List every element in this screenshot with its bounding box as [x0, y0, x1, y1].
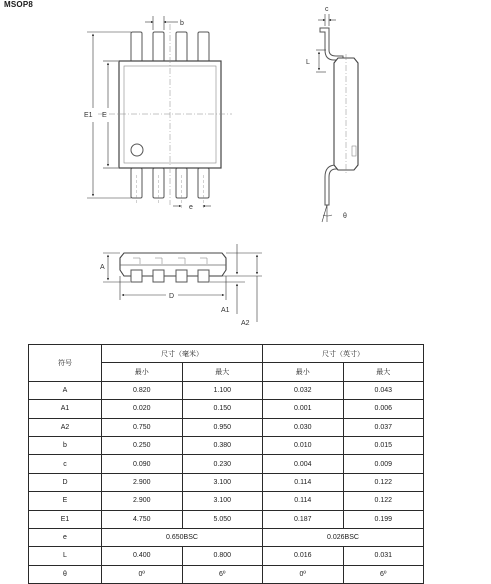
cell-in-min: 0.114 [263, 492, 344, 510]
dim-c [318, 14, 336, 26]
table-row [29, 492, 424, 510]
cell-symbol: D [29, 473, 102, 491]
cell-mm-min: 0.750 [102, 418, 183, 436]
cell-mm-max: 0.950 [182, 418, 263, 436]
cell-in-min: 0.114 [263, 473, 344, 491]
table-row [29, 565, 424, 583]
header-mm-max: 最大 [182, 363, 263, 381]
cell-in-max: 0.006 [343, 400, 424, 418]
cell-mm-max: 3.100 [182, 492, 263, 510]
label-A2: A2 [241, 320, 250, 327]
label-L: L [306, 59, 310, 66]
cell-mm-min: 0.400 [102, 547, 183, 565]
cell-mm-min: 0.820 [102, 381, 183, 399]
cell-mm-min: 2.900 [102, 473, 183, 491]
header-mm: 尺寸（毫米） [102, 345, 263, 363]
cell-symbol: c [29, 455, 102, 473]
cell-in-min: 0.187 [263, 510, 344, 528]
label-e: e [189, 204, 193, 211]
cell-mm-max: 0.380 [182, 436, 263, 454]
cell-mm-max: 5.050 [182, 510, 263, 528]
cell-mm-max: 3.100 [182, 473, 263, 491]
cell-in-bsc: 0.026BSC [263, 528, 424, 546]
table-row [29, 418, 424, 436]
cell-in-max: 0.009 [343, 455, 424, 473]
table-row [29, 455, 424, 473]
label-c: c [325, 6, 329, 13]
table-row [29, 400, 424, 418]
cell-mm-max: 0.230 [182, 455, 263, 473]
label-E1: E1 [84, 112, 93, 119]
cell-symbol: θ [29, 565, 102, 583]
cell-symbol: A2 [29, 418, 102, 436]
header-in: 尺寸（英寸） [263, 345, 424, 363]
cell-mm-min: 0.090 [102, 455, 183, 473]
cell-symbol: e [29, 528, 102, 546]
table-row [29, 510, 424, 528]
header-in-min: 最小 [263, 363, 344, 381]
cell-in-max: 0.015 [343, 436, 424, 454]
label-A1: A1 [221, 307, 230, 314]
label-b: b [180, 20, 184, 27]
label-theta: θ [343, 213, 347, 220]
package-title: MSOP8 [4, 0, 34, 9]
header-symbol: 符号 [29, 345, 102, 382]
header-mm-min: 最小 [102, 363, 183, 381]
table-row [29, 547, 424, 565]
cell-in-min: 0.030 [263, 418, 344, 436]
cell-in-min: 0.010 [263, 436, 344, 454]
cell-mm-max: 1.100 [182, 381, 263, 399]
cell-mm-max: 0.150 [182, 400, 263, 418]
label-A: A [100, 264, 105, 271]
cell-symbol: E [29, 492, 102, 510]
table-row [29, 473, 424, 491]
cell-in-max: 0.122 [343, 473, 424, 491]
front-view [120, 253, 226, 282]
cell-mm-min: 0º [102, 565, 183, 583]
dim-L [316, 50, 326, 72]
side-view [320, 28, 358, 205]
cell-in-max: 0.031 [343, 547, 424, 565]
cell-in-min: 0º [263, 565, 344, 583]
cell-mm-max: 0.800 [182, 547, 263, 565]
cell-mm-min: 4.750 [102, 510, 183, 528]
top-view [98, 24, 232, 210]
cell-in-min: 0.016 [263, 547, 344, 565]
cell-mm-bsc: 0.650BSC [102, 528, 263, 546]
cell-symbol: A [29, 381, 102, 399]
cell-mm-min: 0.020 [102, 400, 183, 418]
label-D: D [169, 293, 175, 300]
cell-in-max: 0.043 [343, 381, 424, 399]
cell-in-max: 0.199 [343, 510, 424, 528]
dimension-table [28, 344, 424, 584]
cell-mm-max: 6º [182, 565, 263, 583]
label-E: E [102, 112, 107, 119]
cell-mm-min: 0.250 [102, 436, 183, 454]
header-in-max: 最大 [343, 363, 424, 381]
table-row [29, 528, 424, 546]
cell-in-max: 0.122 [343, 492, 424, 510]
cell-symbol: A1 [29, 400, 102, 418]
cell-in-max: 6º [343, 565, 424, 583]
cell-symbol: b [29, 436, 102, 454]
cell-symbol: L [29, 547, 102, 565]
table-row [29, 381, 424, 399]
cell-mm-min: 2.900 [102, 492, 183, 510]
dim-theta [322, 205, 332, 222]
cell-in-min: 0.004 [263, 455, 344, 473]
cell-in-max: 0.037 [343, 418, 424, 436]
cell-in-min: 0.001 [263, 400, 344, 418]
table-row [29, 436, 424, 454]
cell-in-min: 0.032 [263, 381, 344, 399]
cell-symbol: E1 [29, 510, 102, 528]
dim-b [145, 16, 178, 30]
